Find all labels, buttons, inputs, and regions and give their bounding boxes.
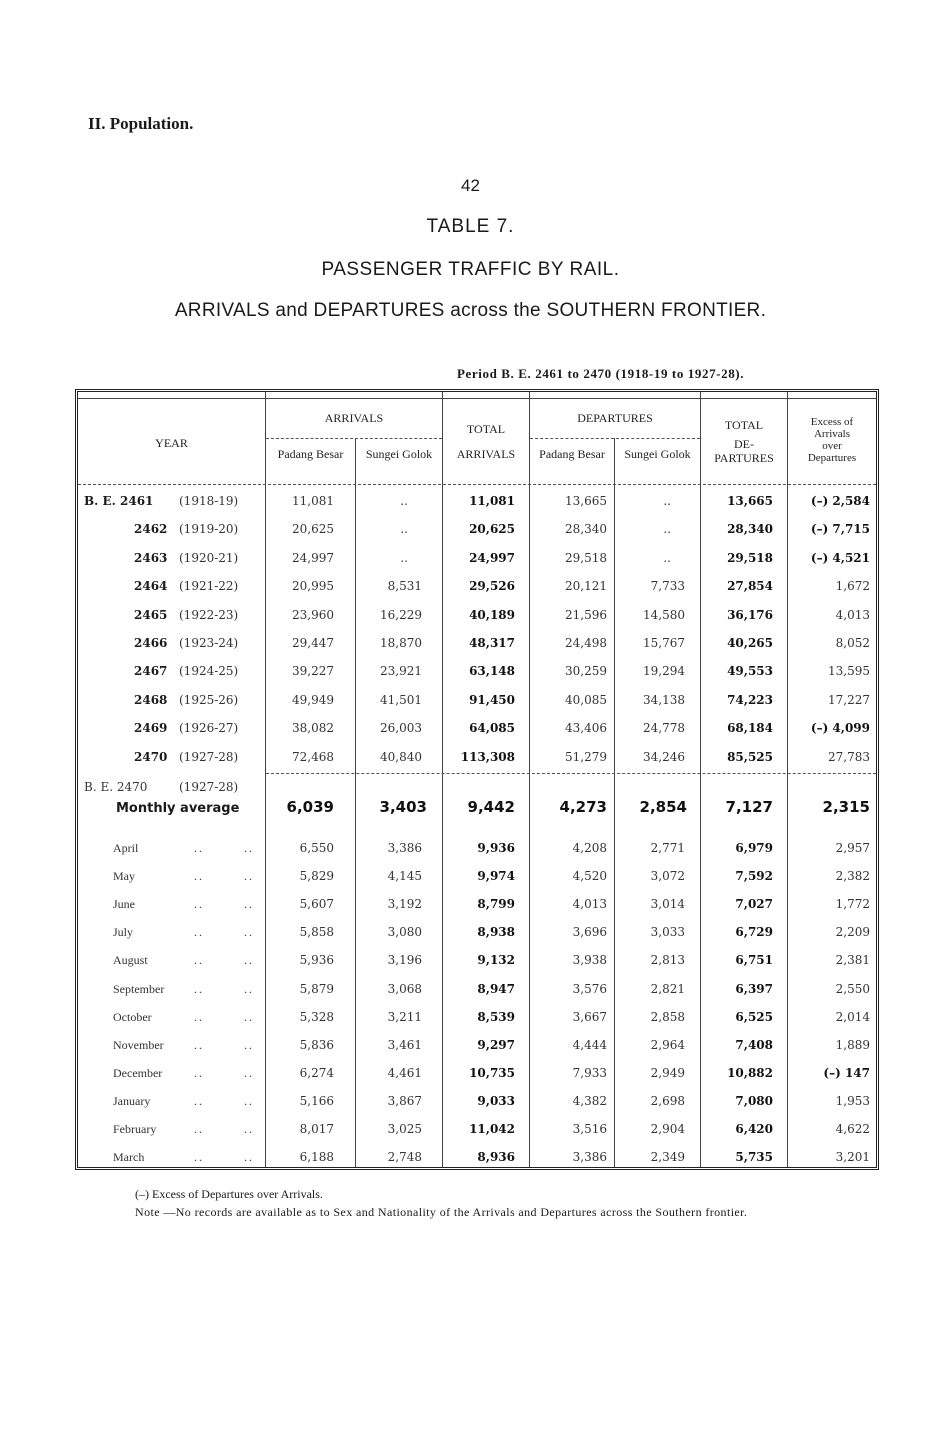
header-arr-sungei-golok: Sungei Golok — [365, 447, 433, 461]
cell-arr-pb: 72,468 — [292, 749, 334, 764]
table-row — [78, 869, 876, 889]
table-subtitle: PASSENGER TRAFFIC BY RAIL. — [321, 259, 620, 280]
header-excess-line4: Departures — [807, 452, 857, 464]
cell-excess: 17,227 — [828, 692, 870, 707]
cell-tot-arr: 10,735 — [469, 1065, 515, 1080]
cell-tot-dep: 29,518 — [727, 550, 773, 565]
table-row — [78, 636, 876, 656]
row-period: (1926-27) — [179, 721, 239, 736]
table-row — [78, 1150, 876, 1170]
cell-arr-sg: 16,229 — [380, 607, 422, 622]
cell-dep-sg: 15,767 — [643, 636, 685, 650]
footnote-no-records: Note —No records are available as to Sex and Nationality of the Arrivals and Departures across the Southern frontier. — [135, 1205, 748, 1219]
cell-dep-sg: 3,072 — [650, 869, 685, 884]
row-leader-dots: .. — [194, 1065, 204, 1080]
cell-dep-sg: 2,904 — [650, 1122, 685, 1136]
row-leader-dots: .. — [194, 1093, 204, 1108]
cell-arr-sg: 40,840 — [380, 749, 422, 764]
cell-tot-arr: 9,936 — [477, 841, 515, 855]
avg-arr-padang-besar: 6,039 — [286, 798, 334, 816]
cell-tot-arr: 11,042 — [469, 1122, 515, 1136]
row-leader-dots: .. — [194, 925, 204, 940]
cell-tot-arr: 9,297 — [477, 1037, 515, 1052]
header-excess-line2: Arrivals — [813, 428, 851, 440]
cell-dep-sg: 24,778 — [643, 721, 685, 736]
cell-tot-arr: 20,625 — [469, 522, 515, 537]
cell-arr-pb: 20,995 — [292, 579, 334, 594]
footnote-excess: (–) Excess of Departures over Arrivals. — [135, 1187, 323, 1201]
header-total-departures-1: TOTAL — [724, 418, 764, 432]
cell-excess: 13,595 — [828, 664, 870, 679]
header-bottom-rule — [78, 484, 876, 485]
cell-tot-dep: 6,397 — [735, 981, 773, 996]
cell-arr-pb: 23,960 — [292, 607, 334, 622]
table-row — [78, 693, 876, 713]
cell-arr-pb: 5,829 — [299, 869, 334, 884]
cell-excess: (–) 2,584 — [810, 494, 870, 508]
row-leader-dots: .. — [244, 953, 254, 968]
cell-arr-pb: 39,227 — [292, 664, 334, 679]
cell-arr-pb: 5,879 — [299, 981, 334, 996]
cell-dep-sg: 3,033 — [650, 925, 685, 940]
cell-excess: 2,550 — [835, 981, 870, 996]
row-leader-dots: .. — [244, 981, 254, 996]
monthly-average-label: Monthly average — [116, 801, 240, 816]
table-row — [78, 953, 876, 973]
cell-excess: 27,783 — [828, 749, 870, 764]
cell-dep-sg: 2,949 — [650, 1065, 685, 1080]
cell-excess: 2,382 — [835, 869, 870, 884]
header-dep-padang-besar: Padang Besar — [539, 447, 605, 461]
cell-tot-dep: 7,408 — [735, 1037, 773, 1052]
cell-excess: 2,014 — [835, 1009, 870, 1024]
cell-arr-pb: 6,550 — [299, 841, 334, 855]
cell-arr-sg: 3,068 — [387, 981, 422, 996]
cell-dep-sg: 19,294 — [643, 664, 685, 679]
arrivals-subheader-rule — [266, 438, 442, 439]
row-month: July — [113, 925, 134, 940]
cell-arr-sg: .. — [400, 494, 408, 508]
cell-dep-pb: 51,279 — [565, 749, 607, 764]
cell-tot-arr: 8,938 — [477, 925, 515, 940]
table-row — [78, 1010, 876, 1030]
cell-dep-sg: 2,813 — [650, 953, 685, 968]
header-year: YEAR — [155, 436, 188, 450]
cell-tot-dep: 6,751 — [735, 953, 773, 968]
cell-tot-dep: 6,729 — [735, 925, 773, 940]
row-be-year: 2464 — [134, 579, 168, 594]
cell-tot-arr: 40,189 — [469, 607, 515, 622]
header-departures: DEPARTURES — [577, 411, 653, 425]
row-leader-dots: .. — [244, 1150, 254, 1165]
row-leader-dots: .. — [244, 1037, 254, 1052]
row-period: (1919-20) — [179, 522, 239, 537]
row-leader-dots: .. — [194, 1150, 204, 1165]
cell-tot-dep: 36,176 — [727, 607, 773, 622]
cell-tot-dep: 28,340 — [727, 522, 773, 537]
header-excess — [788, 416, 876, 464]
cell-tot-arr: 63,148 — [469, 664, 515, 679]
cell-tot-arr: 29,526 — [469, 579, 515, 594]
cell-dep-pb: 4,013 — [572, 897, 607, 912]
cell-dep-pb: 28,340 — [565, 522, 607, 537]
cell-dep-pb: 21,596 — [565, 607, 607, 622]
row-month: January — [113, 1093, 151, 1108]
table-row — [78, 579, 876, 599]
cell-arr-pb: 5,858 — [299, 925, 334, 940]
cell-dep-pb: 40,085 — [565, 692, 607, 707]
cell-tot-dep: 10,882 — [727, 1065, 773, 1080]
cell-excess: 1,889 — [835, 1037, 870, 1052]
cell-arr-sg: 41,501 — [380, 692, 422, 707]
cell-arr-sg: 4,461 — [387, 1065, 422, 1080]
cell-tot-dep: 6,979 — [735, 841, 773, 855]
cell-arr-sg: 2,748 — [387, 1150, 422, 1165]
cell-tot-dep: 68,184 — [727, 721, 773, 736]
row-be-year: B. E. 2461 — [84, 494, 154, 508]
cell-arr-sg: 18,870 — [380, 636, 422, 650]
cell-arr-pb: 5,166 — [299, 1093, 334, 1108]
header-arrivals: ARRIVALS — [324, 411, 384, 425]
cell-arr-sg: 3,386 — [387, 841, 422, 855]
cell-arr-sg: 3,211 — [387, 1009, 422, 1024]
cell-excess: 2,957 — [835, 841, 870, 855]
avg-dep-padang-besar: 4,273 — [559, 798, 607, 816]
cell-tot-dep: 5,735 — [735, 1150, 773, 1165]
cell-dep-sg: 34,138 — [643, 692, 685, 707]
cell-tot-dep: 40,265 — [727, 636, 773, 650]
cell-arr-sg: 26,003 — [380, 721, 422, 736]
row-month: November — [113, 1037, 164, 1052]
cell-excess: (–) 147 — [823, 1065, 870, 1080]
cell-arr-pb: 11,081 — [292, 494, 334, 508]
row-be-year: 2466 — [134, 636, 168, 650]
table-row — [78, 841, 876, 861]
cell-tot-arr: 48,317 — [469, 636, 515, 650]
row-month: June — [113, 897, 135, 912]
row-be-year: 2470 — [134, 749, 168, 764]
row-be-year: 2468 — [134, 692, 168, 707]
cell-dep-sg: 3,014 — [650, 897, 685, 912]
cell-tot-arr: 11,081 — [469, 494, 515, 508]
row-month: September — [113, 981, 165, 996]
cell-tot-arr: 8,936 — [477, 1150, 515, 1165]
cell-excess: 2,381 — [835, 953, 870, 968]
cell-tot-dep: 27,854 — [727, 579, 773, 594]
cell-arr-sg: 3,192 — [387, 897, 422, 912]
cell-dep-pb: 3,696 — [572, 925, 607, 940]
row-month: February — [113, 1122, 157, 1136]
cell-arr-pb: 5,836 — [299, 1037, 334, 1052]
header-total-departures-2: DE- — [734, 437, 754, 451]
cell-dep-pb: 3,516 — [572, 1122, 607, 1136]
cell-dep-pb: 29,518 — [565, 550, 607, 565]
row-month: October — [113, 1009, 152, 1024]
avg-dep-sungei-golok: 2,854 — [639, 798, 687, 816]
cell-tot-arr: 91,450 — [469, 692, 515, 707]
cell-tot-dep: 7,080 — [735, 1093, 773, 1108]
row-leader-dots: .. — [244, 1122, 254, 1136]
cell-dep-sg: 2,964 — [650, 1037, 685, 1052]
monthly-period: (1927-28) — [179, 780, 239, 794]
row-month: May — [113, 869, 135, 884]
cell-arr-sg: 8,531 — [387, 579, 422, 594]
monthly-section-rule — [266, 773, 876, 774]
cell-dep-pb: 3,938 — [572, 953, 607, 968]
cell-tot-arr: 9,132 — [477, 953, 515, 968]
row-be-year: 2465 — [134, 607, 168, 622]
cell-arr-sg: 3,867 — [387, 1093, 422, 1108]
row-month: August — [113, 953, 148, 968]
cell-dep-sg: 2,858 — [650, 1009, 685, 1024]
row-period: (1924-25) — [179, 664, 239, 679]
cell-excess: 3,201 — [835, 1150, 870, 1165]
header-total-departures-3: PARTURES — [714, 451, 774, 465]
cell-tot-dep: 85,525 — [727, 749, 773, 764]
cell-dep-pb: 4,208 — [572, 841, 607, 855]
cell-arr-sg: .. — [400, 522, 408, 537]
departures-subheader-rule — [530, 438, 700, 439]
row-leader-dots: .. — [194, 897, 204, 912]
cell-tot-dep: 6,420 — [735, 1122, 773, 1136]
row-leader-dots: .. — [194, 981, 204, 996]
cell-arr-sg: 3,025 — [387, 1122, 422, 1136]
row-be-year: 2462 — [134, 522, 168, 537]
row-period: (1920-21) — [179, 550, 239, 565]
header-total-arrivals-1: TOTAL — [466, 422, 506, 436]
cell-arr-pb: 8,017 — [299, 1122, 334, 1136]
cell-excess: 8,052 — [835, 636, 870, 650]
table-row — [78, 897, 876, 917]
row-leader-dots: .. — [244, 841, 254, 855]
avg-arr-sungei-golok: 3,403 — [379, 798, 427, 816]
cell-tot-dep: 49,553 — [727, 664, 773, 679]
cell-arr-pb: 5,936 — [299, 953, 334, 968]
cell-dep-sg: 2,821 — [650, 981, 685, 996]
cell-excess: 1,772 — [835, 897, 870, 912]
table-row — [78, 1038, 876, 1058]
cell-arr-pb: 49,949 — [292, 692, 334, 707]
section-heading: II. Population. — [88, 114, 194, 133]
cell-tot-arr: 113,308 — [460, 749, 515, 764]
header-excess-line1: Excess of — [810, 416, 854, 428]
cell-excess: 1,953 — [835, 1093, 870, 1108]
cell-dep-pb: 4,520 — [572, 869, 607, 884]
traffic-table — [75, 389, 879, 1170]
cell-arr-sg: 3,196 — [387, 953, 422, 968]
table-row — [78, 721, 876, 741]
row-leader-dots: .. — [194, 841, 204, 855]
row-period: (1923-24) — [179, 636, 239, 650]
cell-dep-sg: 2,698 — [650, 1093, 685, 1108]
cell-tot-dep: 13,665 — [727, 494, 773, 508]
table-subtitle-frontier: ARRIVALS and DEPARTURES across the SOUTHERN FRONTIER. — [174, 300, 767, 321]
cell-tot-arr: 8,947 — [477, 981, 515, 996]
cell-dep-sg: 2,771 — [650, 841, 685, 855]
table-row — [78, 1066, 876, 1086]
cell-arr-sg: .. — [400, 550, 408, 565]
row-leader-dots: .. — [244, 1093, 254, 1108]
header-excess-line3: over — [822, 440, 842, 452]
cell-excess: 4,622 — [835, 1122, 870, 1136]
row-period: (1921-22) — [179, 579, 239, 594]
row-be-year: 2469 — [134, 721, 168, 736]
cell-dep-pb: 3,386 — [572, 1150, 607, 1165]
avg-total-departures: 7,127 — [725, 798, 773, 816]
cell-dep-pb: 4,444 — [572, 1037, 607, 1052]
cell-arr-pb: 38,082 — [292, 721, 334, 736]
page-number: 42 — [461, 176, 480, 195]
cell-tot-arr: 8,799 — [477, 897, 515, 912]
cell-dep-sg: 2,349 — [650, 1150, 685, 1165]
cell-excess: 2,209 — [835, 925, 870, 940]
cell-dep-pb: 7,933 — [572, 1065, 607, 1080]
table-row — [78, 750, 876, 770]
cell-excess: (–) 4,099 — [810, 721, 870, 736]
cell-arr-pb: 5,607 — [299, 897, 334, 912]
avg-total-arrivals: 9,442 — [467, 798, 515, 816]
cell-arr-pb: 20,625 — [292, 522, 334, 537]
cell-dep-pb: 13,665 — [565, 494, 607, 508]
row-leader-dots: .. — [194, 953, 204, 968]
header-arr-padang-besar: Padang Besar — [277, 447, 344, 461]
row-leader-dots: .. — [194, 1122, 204, 1136]
header-total-arrivals-2: ARRIVALS — [456, 447, 516, 461]
cell-tot-dep: 7,027 — [735, 897, 773, 912]
cell-dep-sg: 34,246 — [643, 749, 685, 764]
cell-dep-pb: 3,576 — [572, 981, 607, 996]
row-be-year: 2463 — [134, 550, 168, 565]
table-row — [78, 1094, 876, 1114]
row-leader-dots: .. — [194, 869, 204, 884]
table-row — [78, 522, 876, 542]
cell-dep-sg: 7,733 — [650, 579, 685, 594]
cell-excess: 1,672 — [835, 579, 870, 594]
table-row — [78, 551, 876, 571]
row-leader-dots: .. — [244, 897, 254, 912]
cell-excess: (–) 4,521 — [810, 550, 870, 565]
cell-tot-arr: 8,539 — [477, 1009, 515, 1024]
cell-arr-sg: 23,921 — [380, 664, 422, 679]
row-leader-dots: .. — [194, 1009, 204, 1024]
cell-excess: (–) 7,715 — [810, 522, 870, 537]
row-leader-dots: .. — [244, 869, 254, 884]
row-period: (1925-26) — [179, 692, 239, 707]
header-dep-sungei-golok: Sungei Golok — [624, 447, 691, 461]
cell-dep-sg: .. — [663, 494, 671, 508]
cell-dep-sg: 14,580 — [643, 607, 685, 622]
cell-dep-pb: 43,406 — [565, 721, 607, 736]
cell-tot-arr: 9,033 — [477, 1093, 515, 1108]
cell-dep-pb: 4,382 — [572, 1093, 607, 1108]
table-row — [78, 608, 876, 628]
cell-dep-pb: 24,498 — [565, 636, 607, 650]
header-top-rule — [78, 398, 876, 399]
table-row — [78, 494, 876, 514]
cell-tot-dep: 6,525 — [735, 1009, 773, 1024]
row-period: (1927-28) — [179, 749, 239, 764]
table-row — [78, 664, 876, 684]
cell-tot-arr: 64,085 — [469, 721, 515, 736]
row-month: March — [113, 1150, 145, 1165]
cell-arr-sg: 4,145 — [387, 869, 422, 884]
cell-tot-arr: 9,974 — [477, 869, 515, 884]
cell-arr-pb: 6,274 — [299, 1065, 334, 1080]
row-leader-dots: .. — [244, 1009, 254, 1024]
table-row — [78, 925, 876, 945]
cell-tot-dep: 74,223 — [727, 692, 773, 707]
cell-dep-sg: .. — [663, 550, 671, 565]
row-leader-dots: .. — [244, 925, 254, 940]
table-row — [78, 982, 876, 1002]
cell-arr-pb: 24,997 — [292, 550, 334, 565]
table-title: TABLE 7. — [426, 216, 515, 237]
row-month: April — [113, 841, 139, 855]
cell-excess: 4,013 — [835, 607, 870, 622]
cell-arr-pb: 29,447 — [292, 636, 334, 650]
cell-dep-pb: 30,259 — [565, 664, 607, 679]
row-leader-dots: .. — [194, 1037, 204, 1052]
cell-arr-pb: 6,188 — [299, 1150, 334, 1165]
row-be-year: 2467 — [134, 664, 168, 679]
cell-tot-dep: 7,592 — [735, 869, 773, 884]
row-period: (1922-23) — [179, 607, 239, 622]
row-month: December — [113, 1065, 163, 1080]
table-row — [78, 1122, 876, 1142]
cell-tot-arr: 24,997 — [469, 550, 515, 565]
cell-arr-sg: 3,080 — [387, 925, 422, 940]
cell-dep-sg: .. — [663, 522, 671, 537]
avg-excess: 2,315 — [822, 798, 870, 816]
cell-arr-sg: 3,461 — [387, 1037, 422, 1052]
cell-dep-pb: 3,667 — [572, 1009, 607, 1024]
cell-arr-pb: 5,328 — [299, 1009, 334, 1024]
monthly-be-year: B. E. 2470 — [84, 780, 148, 794]
period-line: Period B. E. 2461 to 2470 (1918-19 to 1927-28). — [457, 366, 745, 381]
cell-dep-pb: 20,121 — [565, 579, 607, 594]
row-period: (1918-19) — [179, 494, 239, 508]
row-leader-dots: .. — [244, 1065, 254, 1080]
